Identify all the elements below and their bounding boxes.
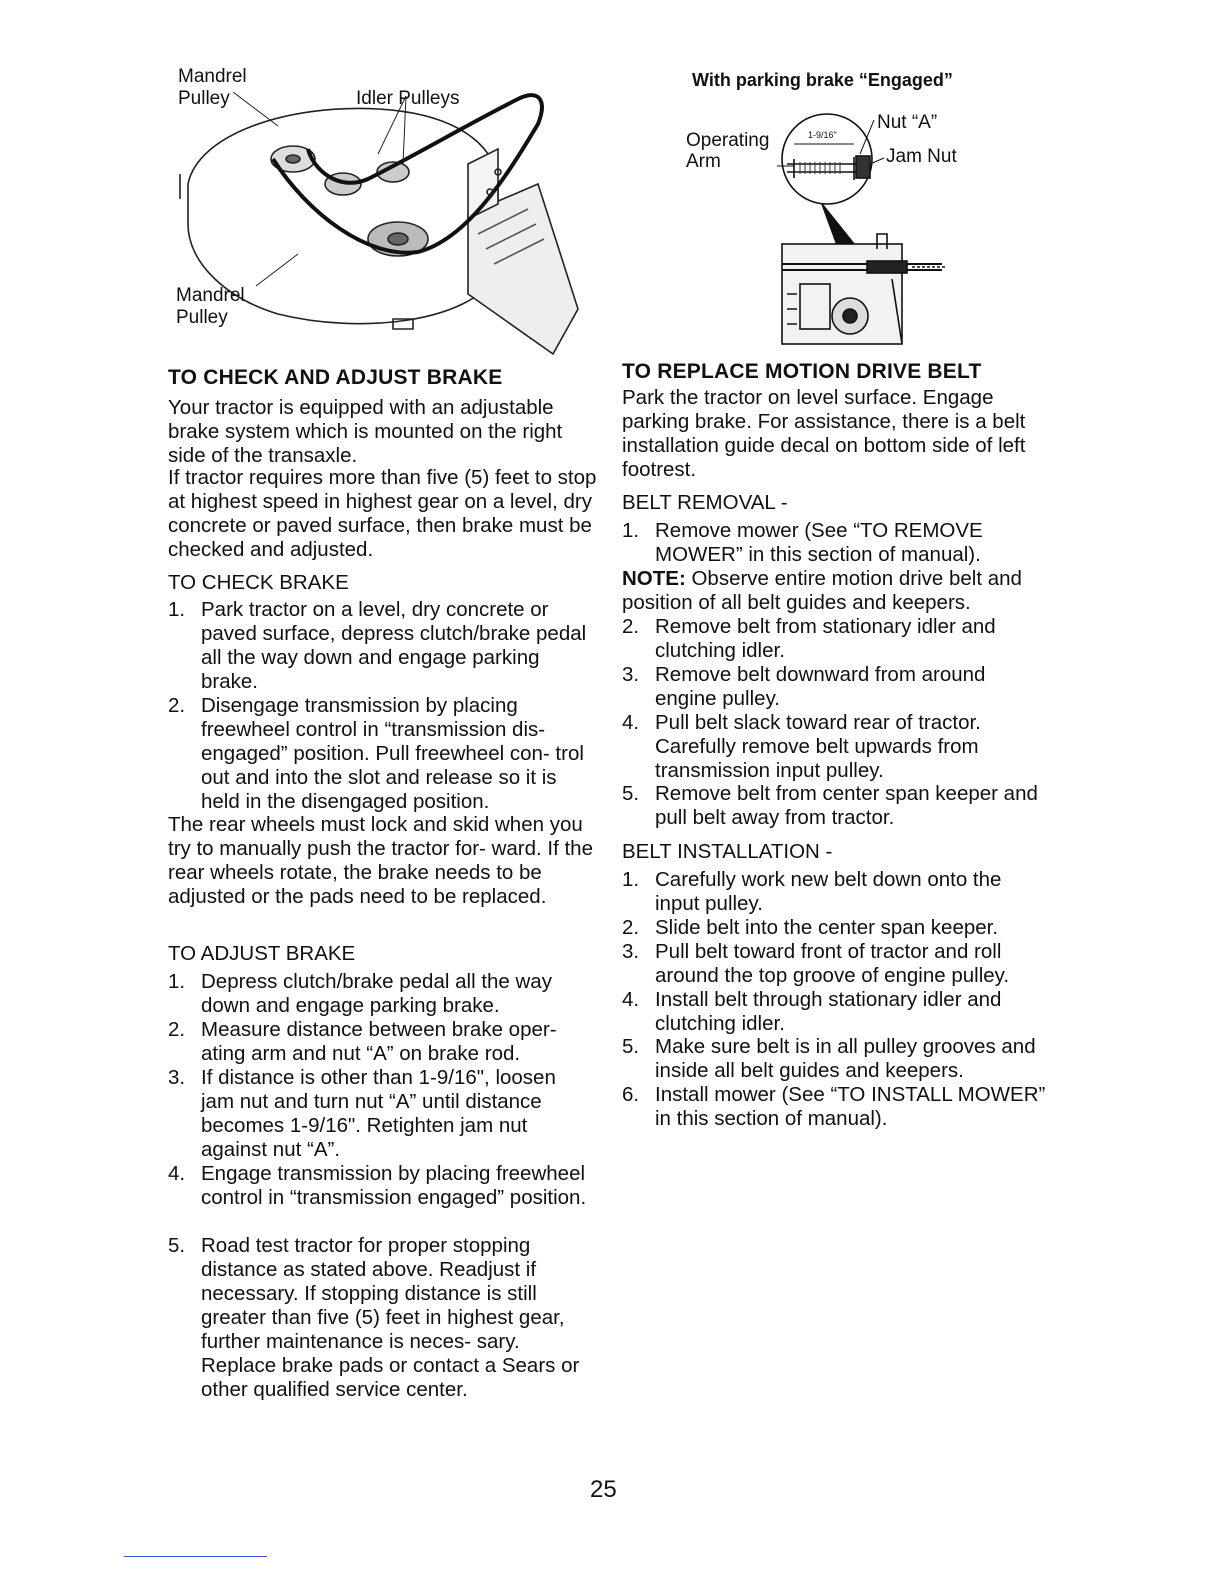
- step-text: Remove mower (See “TO REMOVE MOWER” in this section of manual).: [655, 519, 983, 566]
- step-number: 5.: [622, 1035, 640, 1058]
- step-text: Road test tractor for proper stopping distance as stated above. Readjust if necessary. If stopping distance is still greater than five (5) feet in highest gear, further maintenance is neces- sary. Replace brake pads or contact a Sears or other qualified service center.: [201, 1234, 580, 1401]
- step-text: Park tractor on a level, dry concrete or paved surface, depress clutch/brake pedal all the way down and engage parking brake.: [201, 598, 587, 693]
- step-text: Remove belt downward from around engine pulley.: [655, 663, 986, 710]
- brake-rod-illustration: [622, 64, 1052, 354]
- brake-figure-caption: With parking brake “Engaged”: [692, 70, 953, 90]
- note-label: NOTE:: [622, 567, 686, 590]
- step-text: If distance is other than 1-9/16", loosen jam nut and turn nut “A” until distance becomes 1-9/16". Retighten jam nut against nut “A”.: [201, 1066, 556, 1161]
- note-text: Observe entire motion drive belt and position of all belt guides and keepers.: [622, 567, 1022, 614]
- step-number: 2.: [168, 694, 186, 717]
- step-number: 1.: [168, 598, 186, 621]
- step-text: Remove belt from stationary idler and clutching idler.: [655, 615, 996, 662]
- step-number: 1.: [168, 970, 186, 993]
- step-number: 3.: [622, 663, 640, 686]
- step-number: 1.: [622, 519, 640, 542]
- subheading-check-brake: TO CHECK BRAKE: [168, 571, 349, 594]
- label-mandrel-pulley-top: Mandrel Pulley: [178, 66, 247, 109]
- label-dimension: 1-9/16": [808, 130, 837, 140]
- label-jam-nut: Jam Nut: [886, 146, 957, 167]
- step-number: 4.: [622, 988, 640, 1011]
- label-idler-pulleys: Idler Pulleys: [356, 88, 460, 109]
- step-number: 2.: [622, 615, 640, 638]
- step-number: 5.: [622, 782, 640, 805]
- step-number: 4.: [168, 1162, 186, 1185]
- brake-intro-1: Your tractor is equipped with an adjustable brake system which is mounted on the right side of the transaxle.: [168, 396, 563, 467]
- step-number: 3.: [622, 940, 640, 963]
- step-text: Slide belt into the center span keeper.: [655, 916, 999, 939]
- footer-rule: [124, 1556, 267, 1557]
- step-text: Remove belt from center span keeper and pull belt away from tractor.: [655, 782, 1038, 829]
- step-number: 4.: [622, 711, 640, 734]
- step-number: 3.: [168, 1066, 186, 1089]
- brake-adjust-figure: [622, 64, 1052, 354]
- page-number: 25: [590, 1476, 617, 1503]
- step-number: 1.: [622, 868, 640, 891]
- step-text: Install mower (See “TO INSTALL MOWER” in this section of manual).: [655, 1083, 1046, 1130]
- subheading-belt-installation: BELT INSTALLATION -: [622, 840, 833, 863]
- step-text: Carefully work new belt down onto the input pulley.: [655, 868, 1002, 915]
- heading-replace-motion-drive-belt: TO REPLACE MOTION DRIVE BELT: [622, 360, 982, 383]
- belt-note: [622, 567, 1052, 615]
- mower-deck-figure: [168, 64, 598, 364]
- step-number: 6.: [622, 1083, 640, 1106]
- step-text: Disengage transmission by placing freewheel control in “transmission dis- engaged” position. Pull freewheel con- trol out and into the slot and release so it is held in the disengaged position.: [201, 694, 584, 813]
- check-after-text: The rear wheels must lock and skid when you try to manually push the tractor for- ward. If the rear wheels rotate, the brake needs to be adjusted or the pads need to be replaced.: [168, 813, 593, 908]
- step-text: Make sure belt is in all pulley grooves and inside all belt guides and keepers.: [655, 1035, 1036, 1082]
- step-number: 2.: [622, 916, 640, 939]
- subheading-belt-removal: BELT REMOVAL -: [622, 491, 788, 514]
- step-number: 2.: [168, 1018, 186, 1041]
- step-text: Depress clutch/brake pedal all the way down and engage parking brake.: [201, 970, 552, 1017]
- heading-check-adjust-brake: TO CHECK AND ADJUST BRAKE: [168, 366, 503, 389]
- step-text: Measure distance between brake oper- ating arm and nut “A” on brake rod.: [201, 1018, 557, 1065]
- label-nut-a: Nut “A”: [877, 112, 938, 133]
- subheading-adjust-brake: TO ADJUST BRAKE: [168, 942, 356, 965]
- step-text: Pull belt slack toward rear of tractor. Carefully remove belt upwards from transmission input pulley.: [655, 711, 981, 782]
- label-mandrel-pulley-bottom: Mandrel Pulley: [176, 285, 245, 328]
- step-text: Pull belt toward front of tractor and roll around the top groove of engine pulley.: [655, 940, 1010, 987]
- brake-intro-2: If tractor requires more than five (5) feet to stop at highest speed in highest gear on a level, dry concrete or paved surface, then brake must be checked and adjusted.: [168, 466, 597, 561]
- step-text: Install belt through stationary idler and clutching idler.: [655, 988, 1002, 1035]
- belt-intro: Park the tractor on level surface. Engage parking brake. For assistance, there is a belt installation guide decal on bottom side of left footrest.: [622, 386, 1026, 481]
- step-text: Engage transmission by placing freewheel control in “transmission engaged” position.: [201, 1162, 587, 1209]
- label-operating-arm: Operating Arm: [686, 130, 770, 172]
- step-number: 5.: [168, 1234, 186, 1257]
